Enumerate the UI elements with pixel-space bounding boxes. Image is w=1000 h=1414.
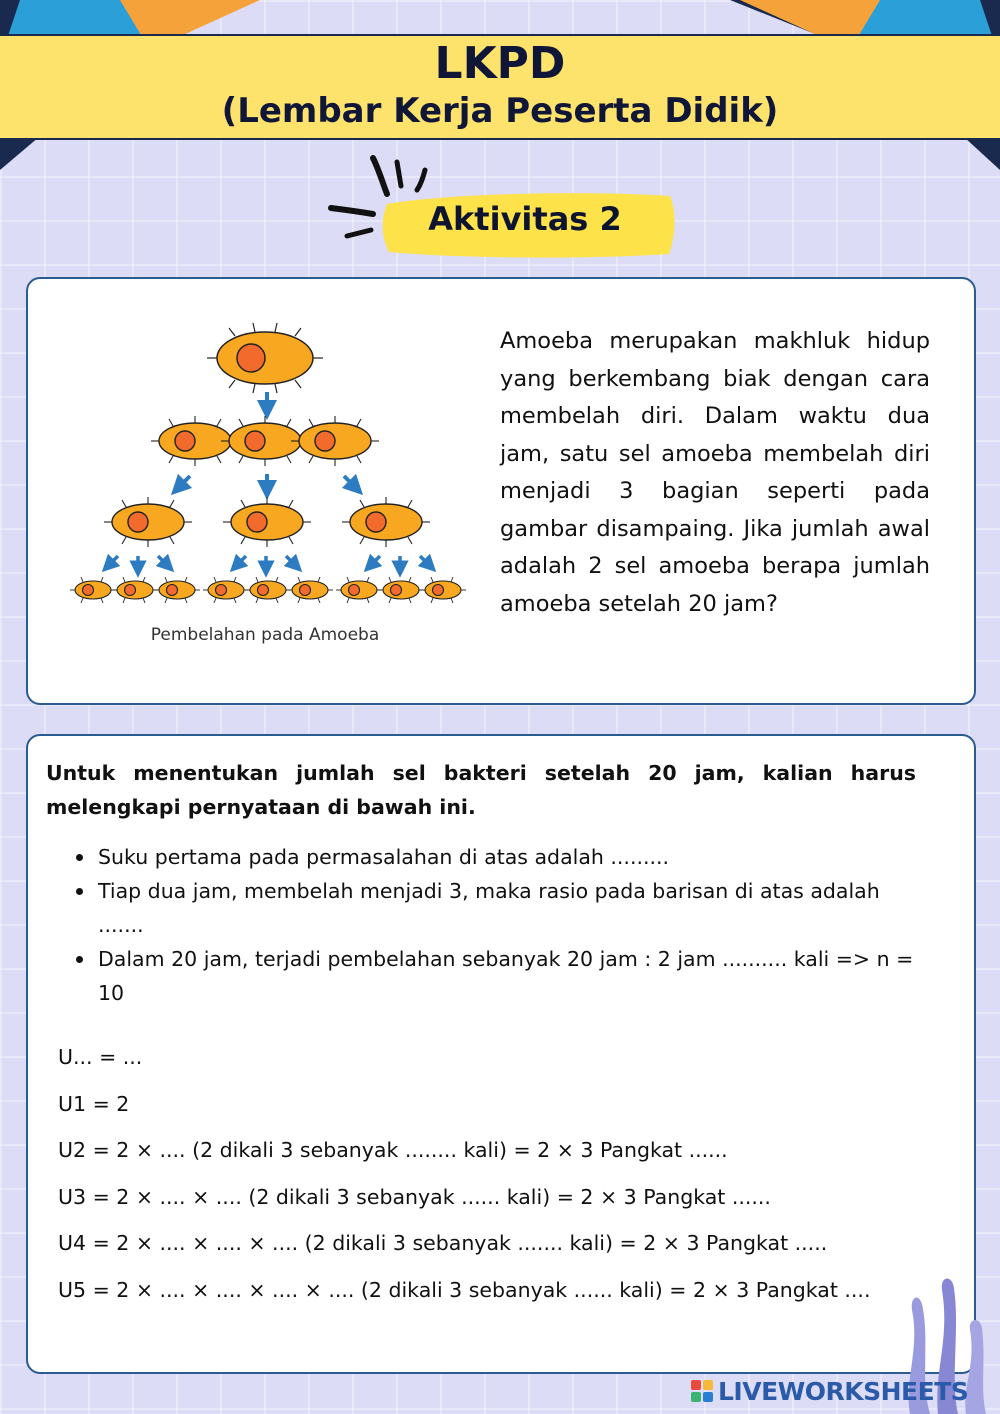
instruction-text: Untuk menentukan jumlah sel bakteri setelah 20 jam, kalian harus melengkapi pernyataan di bawah ini. — [46, 761, 916, 819]
arrow-icon — [178, 476, 190, 488]
sequence-step: U... = ... — [58, 1045, 143, 1069]
statement-list — [98, 840, 928, 1010]
arrow-icon — [344, 476, 356, 488]
header — [0, 38, 1000, 132]
amoeba-dividing-cell — [151, 416, 379, 466]
problem-statement: Amoeba merupakan makhluk hidup yang berkembang biak dengan cara membelah diri. Dalam waktu dua jam, satu sel amoeba membelah diri menjadi 3 bagian seperti pada gambar disampaing. Jika jumlah awal adalah 2 sel amoeba berapa jumlah amoeba setelah 20 jam? — [500, 328, 930, 617]
arrow-group-icon — [108, 556, 430, 569]
statement-item: Suku pertama pada permasalahan di atas adalah ......... — [98, 840, 928, 874]
activity-label: Aktivitas 2 — [428, 200, 622, 238]
amoeba-cell-child — [342, 497, 430, 547]
liveworksheets-watermark — [690, 1374, 990, 1408]
sequence-steps — [58, 1040, 938, 1319]
amoeba-cell-parent — [207, 323, 323, 393]
amoeba-cell-child — [104, 497, 192, 547]
amoeba-cell-grandchildren — [70, 577, 466, 603]
amoeba-cell-child — [223, 497, 311, 547]
sequence-step: U5 = 2 × .... × .... × .... × .... (2 dikali 3 sebanyak ...... kali) = 2 × 3 Pangkat .... — [58, 1277, 871, 1302]
page-subtitle: (Lembar Kerja Peserta Didik) — [221, 91, 779, 131]
diagram-caption: Pembelahan pada Amoeba — [150, 625, 380, 645]
amoeba-division-diagram — [60, 320, 480, 610]
watermark-text: LIVEWORKSHEETS — [718, 1376, 969, 1406]
page-title: LKPD — [434, 38, 566, 89]
sequence-step: U2 = 2 × .... (2 dikali 3 sebanyak ........ kali) = 2 × 3 Pangkat ...... — [58, 1138, 728, 1162]
sequence-step: U1 = 2 — [58, 1091, 130, 1116]
statement-item: Dalam 20 jam, terjadi pembelahan sebanyak 20 jam : 2 jam .......... kali => n = 10 — [98, 942, 928, 1010]
sequence-step: U4 = 2 × .... × .... × .... (2 dikali 3 sebanyak ....... kali) = 2 × 3 Pangkat ..... — [58, 1231, 828, 1255]
sequence-step: U3 = 2 × .... × .... (2 dikali 3 sebanyak ...... kali) = 2 × 3 Pangkat ...... — [58, 1184, 771, 1209]
statement-item: Tiap dua jam, membelah menjadi 3, maka rasio pada barisan di atas adalah ....... — [98, 874, 928, 942]
liveworksheets-logo-icon — [690, 1379, 714, 1403]
